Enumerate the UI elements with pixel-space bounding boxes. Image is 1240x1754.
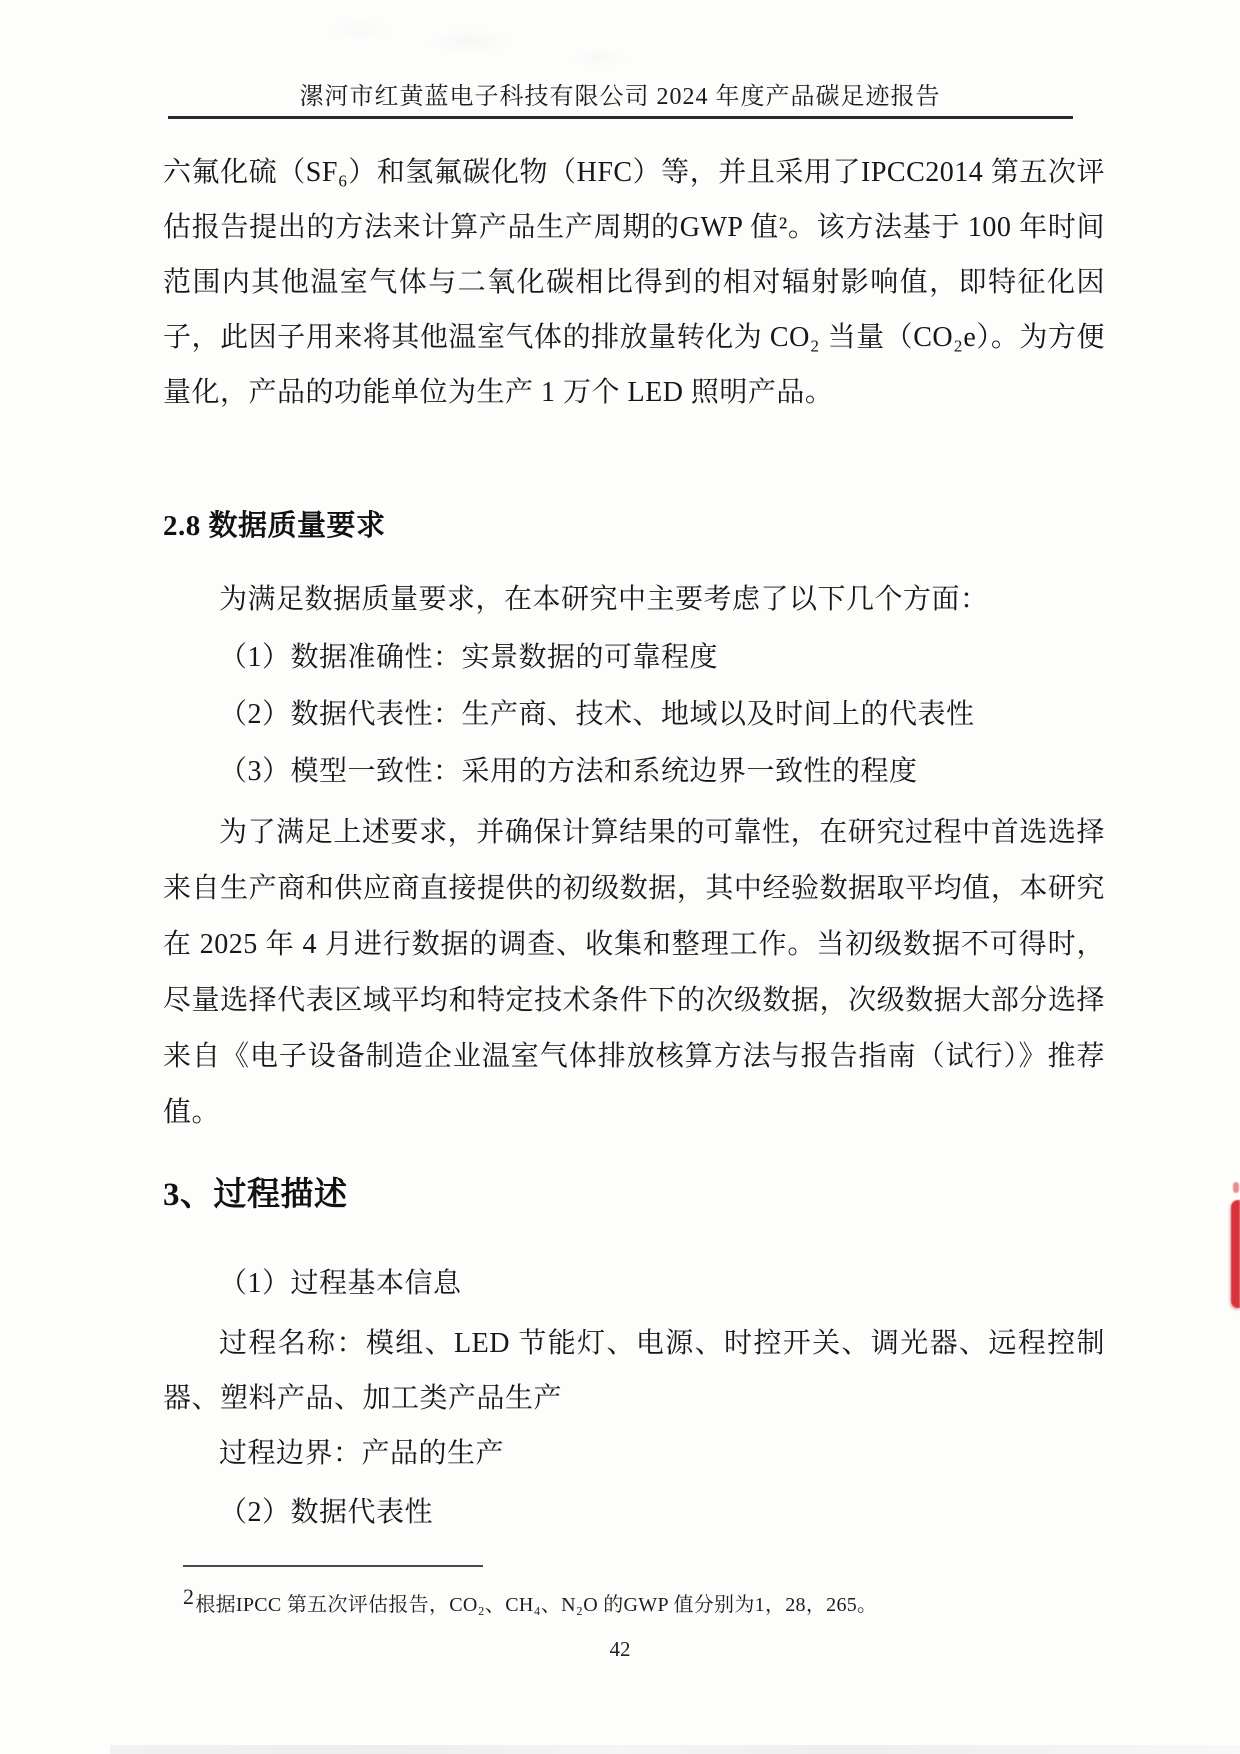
scan-edge-artifact xyxy=(110,1745,1240,1754)
subheading-data-representativeness: （2）数据代表性 xyxy=(219,1497,434,1528)
paragraph-primary-data: 为了满足上述要求，并确保计算结果的可靠性，在研究过程中首选选择来自生产商和供应商直接提供的初级数据，其中经验数据取平均值，本研究在 2025 年 4 月进行数据的调查、收集和整理工作。当初级数据不可得时，尽量选择代表区域平均和特定技术条件下的次级数据，次级数据大部分选择来自《电子设备制造企业温室气体排放核算方法与报告指南（试行）》推荐值。 xyxy=(163,817,1105,1128)
list-item-data-representativeness: （2）数据代表性：生产商、技术、地域以及时间上的代表性 xyxy=(219,699,975,730)
footnote-text: 根据IPCC 第五次评估报告，CO₂、CH₄、N₂O 的GWP 值分别为1，28，265。 xyxy=(195,1594,878,1616)
paragraph-process-name: 过程名称：模组、LED 节能灯、电源、时控开关、调光器、远程控制器、塑料产品、加工类产品生产 xyxy=(163,1328,1105,1414)
red-stamp-fragment xyxy=(1231,1200,1240,1308)
page-number: 42 xyxy=(609,1637,631,1661)
section-heading-3: 3、过程描述 xyxy=(163,1177,348,1213)
paragraph-gwp-method: 六氟化硫（SF₆）和氢氟碳化物（HFC）等，并且采用了IPCC2014 第五次评估报告提出的方法来计算产品生产周期的GWP 值²。该方法基于 100 年时间范围内其他温室气体与二氧化碳相比得到的相对辐射影响值，即特征化因子，此因子用来将其他温室气体的排放量转化为 CO₂ 当量（CO₂e）。为方便量化，产品的功能单位为生产 1 万个 LED 照明产品。 xyxy=(163,157,1105,408)
footnote-marker: 2 xyxy=(183,1584,195,1609)
header-rule xyxy=(168,116,1073,119)
list-item-data-accuracy: （1）数据准确性：实景数据的可靠程度 xyxy=(219,642,719,673)
footnote-rule xyxy=(183,1565,483,1567)
subheading-process-basic-info: （1）过程基本信息 xyxy=(219,1268,462,1299)
section-heading-2-8: 2.8 数据质量要求 xyxy=(163,510,386,542)
page-header-title: 漯河市红黄蓝电子科技有限公司 2024 年度产品碳足迹报告 xyxy=(299,84,941,110)
paragraph-process-boundary: 过程边界：产品的生产 xyxy=(219,1438,505,1469)
list-item-model-consistency: （3）模型一致性：采用的方法和系统边界一致性的程度 xyxy=(219,756,918,787)
footnote xyxy=(183,1582,1083,1620)
data-quality-list xyxy=(163,629,1105,800)
red-stamp-fragment-dot xyxy=(1233,1182,1239,1193)
paragraph-data-quality-intro: 为满足数据质量要求，在本研究中主要考虑了以下几个方面： xyxy=(219,584,989,615)
